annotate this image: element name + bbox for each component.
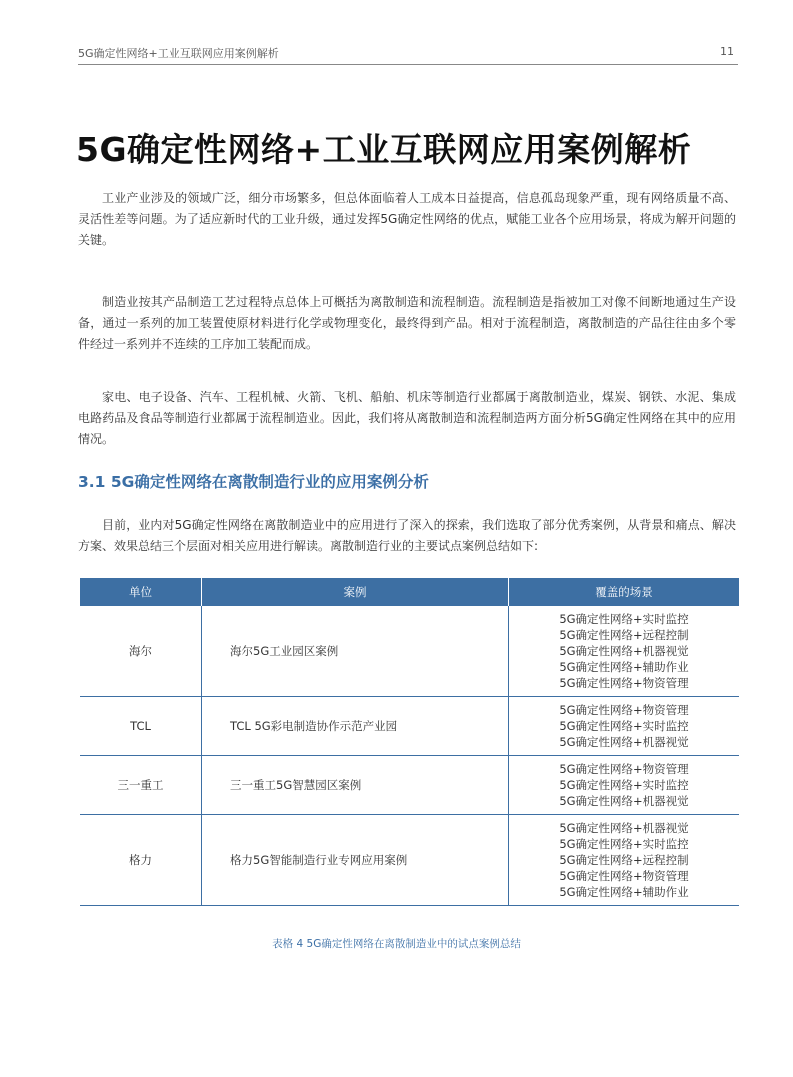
- table-cell-scenes: [509, 697, 740, 756]
- section-heading: 3.1 5G确定性网络在离散制造行业的应用案例分析: [78, 473, 429, 491]
- table-cell-scenes: [509, 815, 740, 906]
- table-cell-unit: 海尔: [80, 606, 202, 697]
- paragraph-2: 制造业按其产品制造工艺过程特点总体上可概括为离散制造和流程制造。流程制造是指被加工对像不间断地通过生产设备，通过一系列的加工装置使原材料进行化学或物理变化，最终得到产品。相对于流程制造，离散制造的产品往往由多个零件经过一系列并不连续的工序加工装配而成。: [78, 295, 736, 351]
- header-divider: [78, 64, 738, 65]
- section-intro: 目前，业内对5G确定性网络在离散制造业中的应用进行了深入的探索，我们选取了部分优秀案例，从背景和痛点、解决方案、效果总结三个层面对相关应用进行解读。离散制造行业的主要试点案例总结如下:: [78, 518, 736, 553]
- table-row: [80, 815, 739, 906]
- scene-item: 5G确定性网络+机器视觉: [559, 821, 689, 835]
- scene-item: 5G确定性网络+机器视觉: [559, 794, 689, 808]
- running-header: [78, 42, 738, 62]
- paragraph-3: 家电、电子设备、汽车、工程机械、火箭、飞机、船舶、机床等制造行业都属于离散制造业，煤炭、钢铁、水泥、集成电路药品及食品等制造行业都属于流程制造业。因此，我们将从离散制造和流程制造两方面分析5G确定性网络在其中的应用情况。: [78, 390, 736, 446]
- scene-item: 5G确定性网络+远程控制: [559, 628, 689, 642]
- table-cell-case: 海尔5G工业园区案例: [202, 606, 509, 697]
- paragraph-1: 工业产业涉及的领域广泛，细分市场繁多，但总体面临着人工成本日益提高，信息孤岛现象严重，现有网络质量不高、灵活性差等问题。为了适应新时代的工业升级，通过发挥5G确定性网络的优点，赋能工业各个应用场景，将成为解开问题的关键。: [78, 191, 736, 247]
- table-cell-scenes: [509, 606, 740, 697]
- scene-item: 5G确定性网络+物资管理: [559, 762, 689, 776]
- scene-item: 5G确定性网络+实时监控: [559, 719, 689, 733]
- cases-table: [80, 578, 739, 906]
- page-title: 5G确定性网络+工业互联网应用案例解析: [76, 130, 692, 169]
- table-cell-case: 格力5G智能制造行业专网应用案例: [202, 815, 509, 906]
- table-row: [80, 697, 739, 756]
- scene-item: 5G确定性网络+物资管理: [559, 869, 689, 883]
- running-header-title: 5G确定性网络+工业互联网应用案例解析: [78, 47, 279, 60]
- scene-item: 5G确定性网络+实时监控: [559, 778, 689, 792]
- scene-item: 5G确定性网络+机器视觉: [559, 735, 689, 749]
- table-cell-unit: 三一重工: [80, 756, 202, 815]
- table-row: [80, 606, 739, 697]
- table-header-row: [80, 578, 739, 606]
- table-cell-unit: TCL: [80, 697, 202, 756]
- column-header-case: 案例: [202, 578, 509, 606]
- scene-item: 5G确定性网络+实时监控: [559, 837, 689, 851]
- table-row: [80, 756, 739, 815]
- scene-item: 5G确定性网络+远程控制: [559, 853, 689, 867]
- page-number: 11: [720, 45, 734, 58]
- scene-item: 5G确定性网络+机器视觉: [559, 644, 689, 658]
- scene-item: 5G确定性网络+辅助作业: [559, 885, 689, 899]
- scene-item: 5G确定性网络+物资管理: [559, 676, 689, 690]
- table-caption: 表格 4 5G确定性网络在离散制造业中的试点案例总结: [272, 938, 521, 950]
- table-cell-unit: 格力: [80, 815, 202, 906]
- scene-item: 5G确定性网络+物资管理: [559, 703, 689, 717]
- column-header-scenes: 覆盖的场景: [509, 578, 740, 606]
- table-cell-scenes: [509, 756, 740, 815]
- scene-item: 5G确定性网络+实时监控: [559, 612, 689, 626]
- table-cell-case: TCL 5G彩电制造协作示范产业园: [202, 697, 509, 756]
- table-cell-case: 三一重工5G智慧园区案例: [202, 756, 509, 815]
- scene-item: 5G确定性网络+辅助作业: [559, 660, 689, 674]
- column-header-unit: 单位: [80, 578, 202, 606]
